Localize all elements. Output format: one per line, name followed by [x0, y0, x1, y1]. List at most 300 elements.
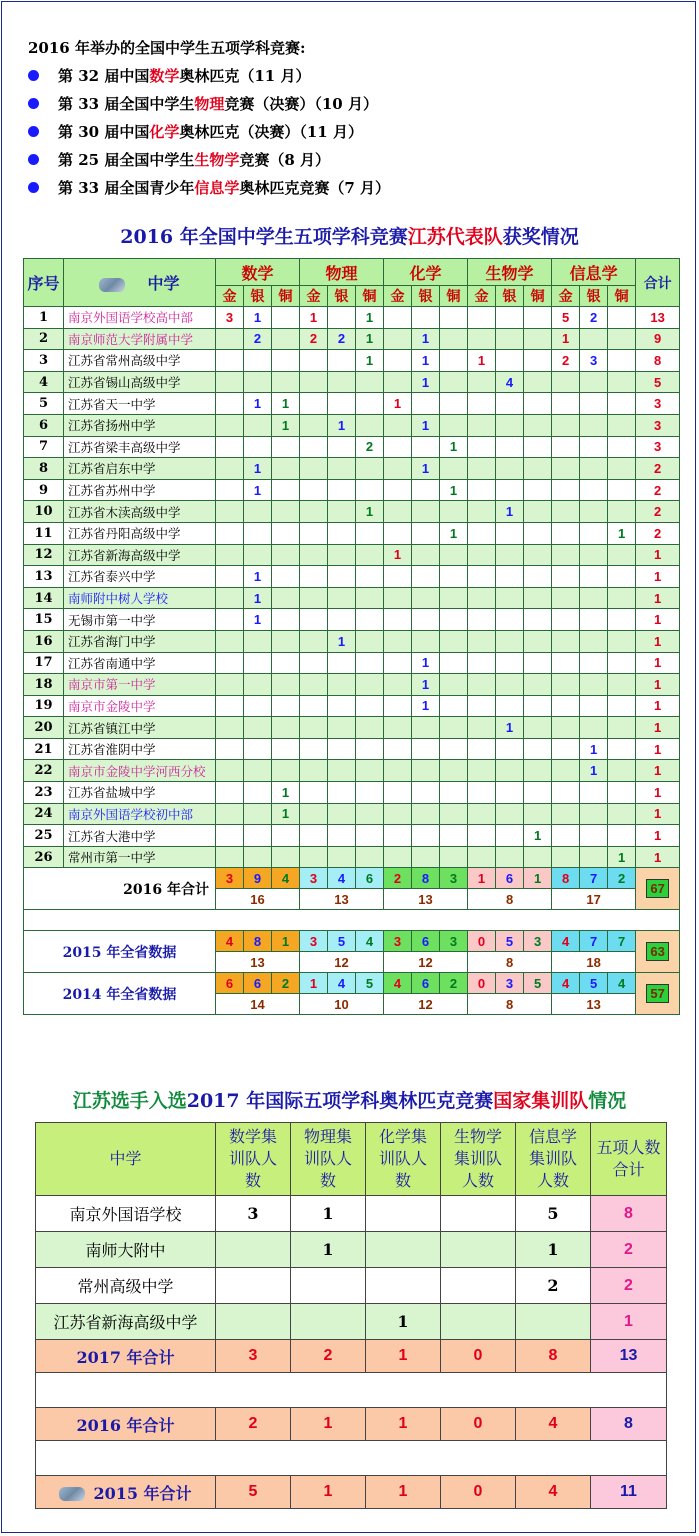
- row-total: 9: [636, 328, 680, 350]
- medal-header: 银: [412, 286, 440, 307]
- competition-item: [28, 62, 390, 90]
- medal-count: [384, 782, 412, 804]
- medal-count: [272, 652, 300, 674]
- medal-count: [300, 782, 328, 804]
- medal-count: [384, 717, 412, 739]
- medal-count: [412, 630, 440, 652]
- medal-count: [524, 479, 552, 501]
- medal-count: [524, 717, 552, 739]
- subject-highlight: 数学: [149, 67, 180, 85]
- training-count: [441, 1196, 516, 1232]
- training-count: [366, 1232, 441, 1268]
- table-row: [24, 846, 680, 868]
- medal-count: [356, 760, 384, 782]
- row-total: 2: [636, 522, 680, 544]
- medal-count: [608, 371, 636, 393]
- medal-count: 1: [244, 393, 272, 415]
- summary-count: 6: [356, 868, 384, 889]
- medal-count: [272, 307, 300, 329]
- medal-count: [300, 350, 328, 372]
- row-total: 1: [636, 717, 680, 739]
- training-summary-text: 2015 年合计: [93, 1483, 192, 1503]
- summary-count: 3: [496, 973, 524, 994]
- medal-count: [524, 846, 552, 868]
- competition-text: 第 30 届中国: [58, 123, 150, 141]
- training-count: [366, 1268, 441, 1304]
- medal-count: [384, 760, 412, 782]
- medal-count: [356, 544, 384, 566]
- training-count: [216, 1232, 291, 1268]
- medal-count: 1: [412, 674, 440, 696]
- medal-count: [608, 436, 636, 458]
- medal-count: [216, 501, 244, 523]
- row-number: 4: [24, 371, 64, 393]
- medal-count: [524, 350, 552, 372]
- training-count: 1: [291, 1232, 366, 1268]
- medal-count: [524, 803, 552, 825]
- subject-subtotal: 13: [216, 952, 300, 973]
- summary-count: 2: [272, 973, 300, 994]
- training-row: [36, 1196, 667, 1232]
- medal-count: [608, 350, 636, 372]
- medal-count: [300, 652, 328, 674]
- medal-count: [328, 350, 356, 372]
- medal-count: [244, 782, 272, 804]
- medal-count: [272, 566, 300, 588]
- medal-header: 铜: [356, 286, 384, 307]
- table-row: [24, 479, 680, 501]
- competition-item: [28, 90, 390, 118]
- medal-count: 1: [412, 371, 440, 393]
- subject-subtotal: 8: [468, 952, 552, 973]
- summary-total: [636, 868, 680, 910]
- medal-count: [580, 846, 608, 868]
- medal-count: [440, 825, 468, 847]
- medal-count: 1: [244, 479, 272, 501]
- row-number: 2: [24, 328, 64, 350]
- bullet-icon: [28, 154, 39, 165]
- medal-count: [216, 371, 244, 393]
- subject-subtotal: 13: [552, 994, 636, 1015]
- medal-count: [384, 630, 412, 652]
- medal-count: [580, 630, 608, 652]
- medal-count: [300, 371, 328, 393]
- medal-count: [244, 825, 272, 847]
- medal-count: [412, 307, 440, 329]
- medal-count: [356, 522, 384, 544]
- medal-count: [216, 609, 244, 631]
- medal-header: 金: [384, 286, 412, 307]
- medal-count: [328, 674, 356, 696]
- medal-count: [384, 803, 412, 825]
- summary-count: 2: [440, 973, 468, 994]
- medal-count: 2: [580, 307, 608, 329]
- row-total: 1: [636, 609, 680, 631]
- training-count: [216, 1268, 291, 1304]
- medal-header: 银: [244, 286, 272, 307]
- summary-count: 8: [244, 931, 272, 952]
- medal-count: [524, 328, 552, 350]
- medal-count: [496, 803, 524, 825]
- medal-header: 铜: [608, 286, 636, 307]
- training-header-label: 化学集训队人数: [378, 1127, 427, 1190]
- medal-count: [412, 393, 440, 415]
- medal-count: [440, 760, 468, 782]
- training-summary-label: [36, 1476, 216, 1509]
- training-summary-count: 4: [516, 1408, 591, 1441]
- medal-count: [356, 717, 384, 739]
- medal-count: [300, 522, 328, 544]
- training-summary-count: 2: [216, 1408, 291, 1441]
- subject-subtotal: 12: [300, 952, 384, 973]
- medal-count: 1: [272, 803, 300, 825]
- subject-header: 数学: [216, 259, 300, 286]
- medal-count: [552, 630, 580, 652]
- medal-count: [440, 371, 468, 393]
- subject-subtotal: 13: [300, 889, 384, 910]
- medal-header: 铜: [440, 286, 468, 307]
- school-name: 江苏省锡山高级中学: [64, 371, 216, 393]
- medal-count: [300, 393, 328, 415]
- table-row: [24, 501, 680, 523]
- medal-count: [440, 674, 468, 696]
- medal-count: [272, 501, 300, 523]
- training-summary-row: [36, 1408, 667, 1441]
- medal-count: [440, 587, 468, 609]
- medal-count: [468, 307, 496, 329]
- medal-count: [440, 501, 468, 523]
- subject-highlight: 物理: [194, 95, 225, 113]
- training-summary-count: 0: [441, 1476, 516, 1509]
- subject-highlight: 化学: [149, 123, 180, 141]
- medal-count: 1: [356, 350, 384, 372]
- medal-count: [272, 587, 300, 609]
- medal-count: [608, 566, 636, 588]
- medal-count: 1: [244, 609, 272, 631]
- school-name: 江苏省南通中学: [64, 652, 216, 674]
- medal-count: 1: [300, 307, 328, 329]
- medal-count: [384, 674, 412, 696]
- medal-count: [580, 782, 608, 804]
- medal-count: [356, 630, 384, 652]
- medal-count: 1: [496, 717, 524, 739]
- medal-count: 2: [356, 436, 384, 458]
- summary-count: 4: [272, 868, 300, 889]
- medal-count: [356, 609, 384, 631]
- subject-header: 化学: [384, 259, 468, 286]
- subject-header: 信息学: [552, 259, 636, 286]
- medal-count: [552, 846, 580, 868]
- medal-count: [412, 738, 440, 760]
- competition-text: 竞赛（决赛）（10 月）: [224, 95, 378, 113]
- school-name: 南京外国语学校初中部: [64, 803, 216, 825]
- medal-count: [496, 846, 524, 868]
- competition-text: 第 32 届中国: [58, 67, 150, 85]
- medal-header: 铜: [272, 286, 300, 307]
- training-row: [36, 1304, 667, 1340]
- medal-count: 4: [496, 371, 524, 393]
- training-count: [441, 1268, 516, 1304]
- training-header: [366, 1123, 441, 1196]
- medal-count: 1: [328, 414, 356, 436]
- medal-count: [300, 436, 328, 458]
- training-count: [516, 1304, 591, 1340]
- medal-count: [468, 609, 496, 631]
- medal-count: [468, 587, 496, 609]
- medal-count: [496, 328, 524, 350]
- medal-count: [524, 609, 552, 631]
- summary-count: 2: [608, 868, 636, 889]
- medal-count: [216, 522, 244, 544]
- medal-count: [496, 609, 524, 631]
- medal-count: [328, 782, 356, 804]
- row-total: 1: [636, 566, 680, 588]
- subject-subtotal: 13: [384, 889, 468, 910]
- medal-count: [496, 825, 524, 847]
- medal-count: [524, 738, 552, 760]
- medal-count: [216, 695, 244, 717]
- books-icon: [99, 278, 125, 292]
- training-summary-row: [36, 1476, 667, 1509]
- training-row: [36, 1268, 667, 1304]
- training-count: 5: [516, 1196, 591, 1232]
- summary-count: 6: [412, 931, 440, 952]
- school-name: 江苏省常州高级中学: [64, 350, 216, 372]
- medal-count: [496, 652, 524, 674]
- medal-count: [244, 652, 272, 674]
- medal-count: [384, 371, 412, 393]
- medal-count: 1: [552, 328, 580, 350]
- medal-count: [272, 738, 300, 760]
- subject-subtotal: 8: [468, 994, 552, 1015]
- medal-count: [440, 609, 468, 631]
- medal-count: [580, 803, 608, 825]
- training-summary-label: [36, 1408, 216, 1441]
- medal-count: [272, 371, 300, 393]
- medal-count: 2: [244, 328, 272, 350]
- medal-count: [580, 501, 608, 523]
- medal-count: [412, 609, 440, 631]
- medal-count: [244, 544, 272, 566]
- school-name: 江苏省苏州中学: [64, 479, 216, 501]
- school-name: 江苏省大港中学: [64, 825, 216, 847]
- summary-count: 4: [328, 973, 356, 994]
- medal-count: [496, 760, 524, 782]
- row-number: 16: [24, 630, 64, 652]
- medal-count: [384, 609, 412, 631]
- row-number: 20: [24, 717, 64, 739]
- summary-count: 0: [468, 973, 496, 994]
- school-name: 江苏省木渎高级中学: [64, 501, 216, 523]
- summary-count: 1: [272, 931, 300, 952]
- medal-count: [272, 674, 300, 696]
- medal-count: [468, 414, 496, 436]
- medal-count: [496, 587, 524, 609]
- medal-header: 铜: [524, 286, 552, 307]
- medal-count: [412, 587, 440, 609]
- medal-count: [384, 479, 412, 501]
- medal-count: [300, 566, 328, 588]
- competition-text: 第 25 届全国中学生: [58, 151, 195, 169]
- table-row: [24, 414, 680, 436]
- row-total: 1: [636, 738, 680, 760]
- medal-count: 1: [580, 738, 608, 760]
- summary-count: 0: [468, 931, 496, 952]
- medal-count: [440, 738, 468, 760]
- row-number: 18: [24, 674, 64, 696]
- medal-count: [412, 717, 440, 739]
- medal-header: 金: [468, 286, 496, 307]
- medal-count: [272, 350, 300, 372]
- competition-list: [28, 62, 390, 202]
- row-total: 1: [636, 652, 680, 674]
- school-name: 江苏省镇江中学: [64, 717, 216, 739]
- training-header-label: 生物学集训队人数: [453, 1127, 502, 1190]
- medal-count: [440, 544, 468, 566]
- medal-count: [216, 738, 244, 760]
- medal-count: [216, 566, 244, 588]
- training-row: [36, 1232, 667, 1268]
- medal-count: 1: [328, 630, 356, 652]
- medal-count: [356, 652, 384, 674]
- medal-count: 1: [384, 393, 412, 415]
- summary-row: [24, 931, 680, 952]
- summary-count: 3: [300, 931, 328, 952]
- summary-count: 1: [300, 973, 328, 994]
- summary-count: 4: [384, 973, 412, 994]
- medal-count: [328, 544, 356, 566]
- medal-count: [384, 307, 412, 329]
- medal-count: [524, 436, 552, 458]
- medal-count: [384, 501, 412, 523]
- training-total: 8: [591, 1196, 667, 1232]
- training-header: [216, 1123, 291, 1196]
- medal-count: 2: [328, 328, 356, 350]
- medal-count: [300, 501, 328, 523]
- row-total: 2: [636, 458, 680, 480]
- training-summary-count: 1: [291, 1476, 366, 1509]
- medal-count: [328, 522, 356, 544]
- medal-count: [244, 738, 272, 760]
- medal-count: [468, 544, 496, 566]
- medal-count: [608, 717, 636, 739]
- school-name: 江苏省海门中学: [64, 630, 216, 652]
- bullet-icon: [28, 70, 39, 81]
- medal-count: [608, 674, 636, 696]
- medal-count: [496, 307, 524, 329]
- summary-count: 5: [496, 931, 524, 952]
- medal-count: 1: [580, 760, 608, 782]
- medal-count: [552, 760, 580, 782]
- medal-count: 1: [412, 458, 440, 480]
- medal-count: [328, 393, 356, 415]
- medal-count: [552, 393, 580, 415]
- total-badge: 67: [646, 879, 668, 898]
- row-total: 13: [636, 307, 680, 329]
- training-total: 2: [591, 1232, 667, 1268]
- spacer-row: [24, 910, 680, 931]
- training-count: 1: [516, 1232, 591, 1268]
- medal-count: [552, 522, 580, 544]
- medal-count: [552, 414, 580, 436]
- school-name: 江苏省新海高级中学: [64, 544, 216, 566]
- summary-count: 4: [216, 931, 244, 952]
- summary-row: [24, 868, 680, 889]
- medal-count: [580, 695, 608, 717]
- subject-subtotal: 10: [300, 994, 384, 1015]
- training-summary-count: 1: [366, 1476, 441, 1509]
- medal-count: [608, 825, 636, 847]
- row-number: 6: [24, 414, 64, 436]
- row-number: 3: [24, 350, 64, 372]
- medal-count: [244, 522, 272, 544]
- medal-count: [608, 609, 636, 631]
- training-school: 江苏省新海高级中学: [36, 1304, 216, 1340]
- medal-count: [216, 544, 244, 566]
- medal-count: [580, 674, 608, 696]
- medal-count: [496, 414, 524, 436]
- total-badge: 57: [646, 984, 668, 1003]
- medal-count: [580, 393, 608, 415]
- medal-count: [524, 522, 552, 544]
- competition-text: 奥林匹克竞赛（7 月）: [239, 179, 391, 197]
- medal-count: [412, 566, 440, 588]
- medal-count: [328, 803, 356, 825]
- row-number: 21: [24, 738, 64, 760]
- medal-count: [552, 695, 580, 717]
- row-total: 1: [636, 846, 680, 868]
- competition-text: 奥林匹克（决赛）（11 月）: [179, 123, 363, 141]
- intro-heading: 2016 年举办的全国中学生五项学科竞赛:: [28, 39, 306, 57]
- subject-header: 生物学: [468, 259, 552, 286]
- medal-count: [328, 307, 356, 329]
- medal-count: [244, 501, 272, 523]
- table-row: [24, 674, 680, 696]
- competition-text: 竞赛（8 月）: [239, 151, 331, 169]
- medal-count: [356, 566, 384, 588]
- medal-count: [608, 393, 636, 415]
- medal-count: [244, 414, 272, 436]
- medal-count: [272, 479, 300, 501]
- medal-count: [552, 803, 580, 825]
- books-icon: [59, 1487, 85, 1501]
- medal-count: [272, 436, 300, 458]
- training-summary-count: 2: [291, 1340, 366, 1373]
- subject-subtotal: 12: [384, 952, 468, 973]
- bullet-icon: [28, 126, 39, 137]
- medal-count: [300, 846, 328, 868]
- training-header: [441, 1123, 516, 1196]
- table-row: [24, 566, 680, 588]
- competition-text: 第 33 届全国青少年: [58, 179, 195, 197]
- row-number: 23: [24, 782, 64, 804]
- summary-count: 9: [244, 868, 272, 889]
- medal-count: [356, 458, 384, 480]
- medal-count: [608, 479, 636, 501]
- medal-count: [496, 436, 524, 458]
- medal-count: [272, 458, 300, 480]
- summary-count: 3: [440, 868, 468, 889]
- row-total: 1: [636, 803, 680, 825]
- medal-count: [384, 738, 412, 760]
- medal-count: [552, 717, 580, 739]
- medal-count: [328, 458, 356, 480]
- medal-count: [552, 587, 580, 609]
- medal-count: [356, 846, 384, 868]
- school-name: 无锡市第一中学: [64, 609, 216, 631]
- table-row: [24, 544, 680, 566]
- table-row: [24, 350, 680, 372]
